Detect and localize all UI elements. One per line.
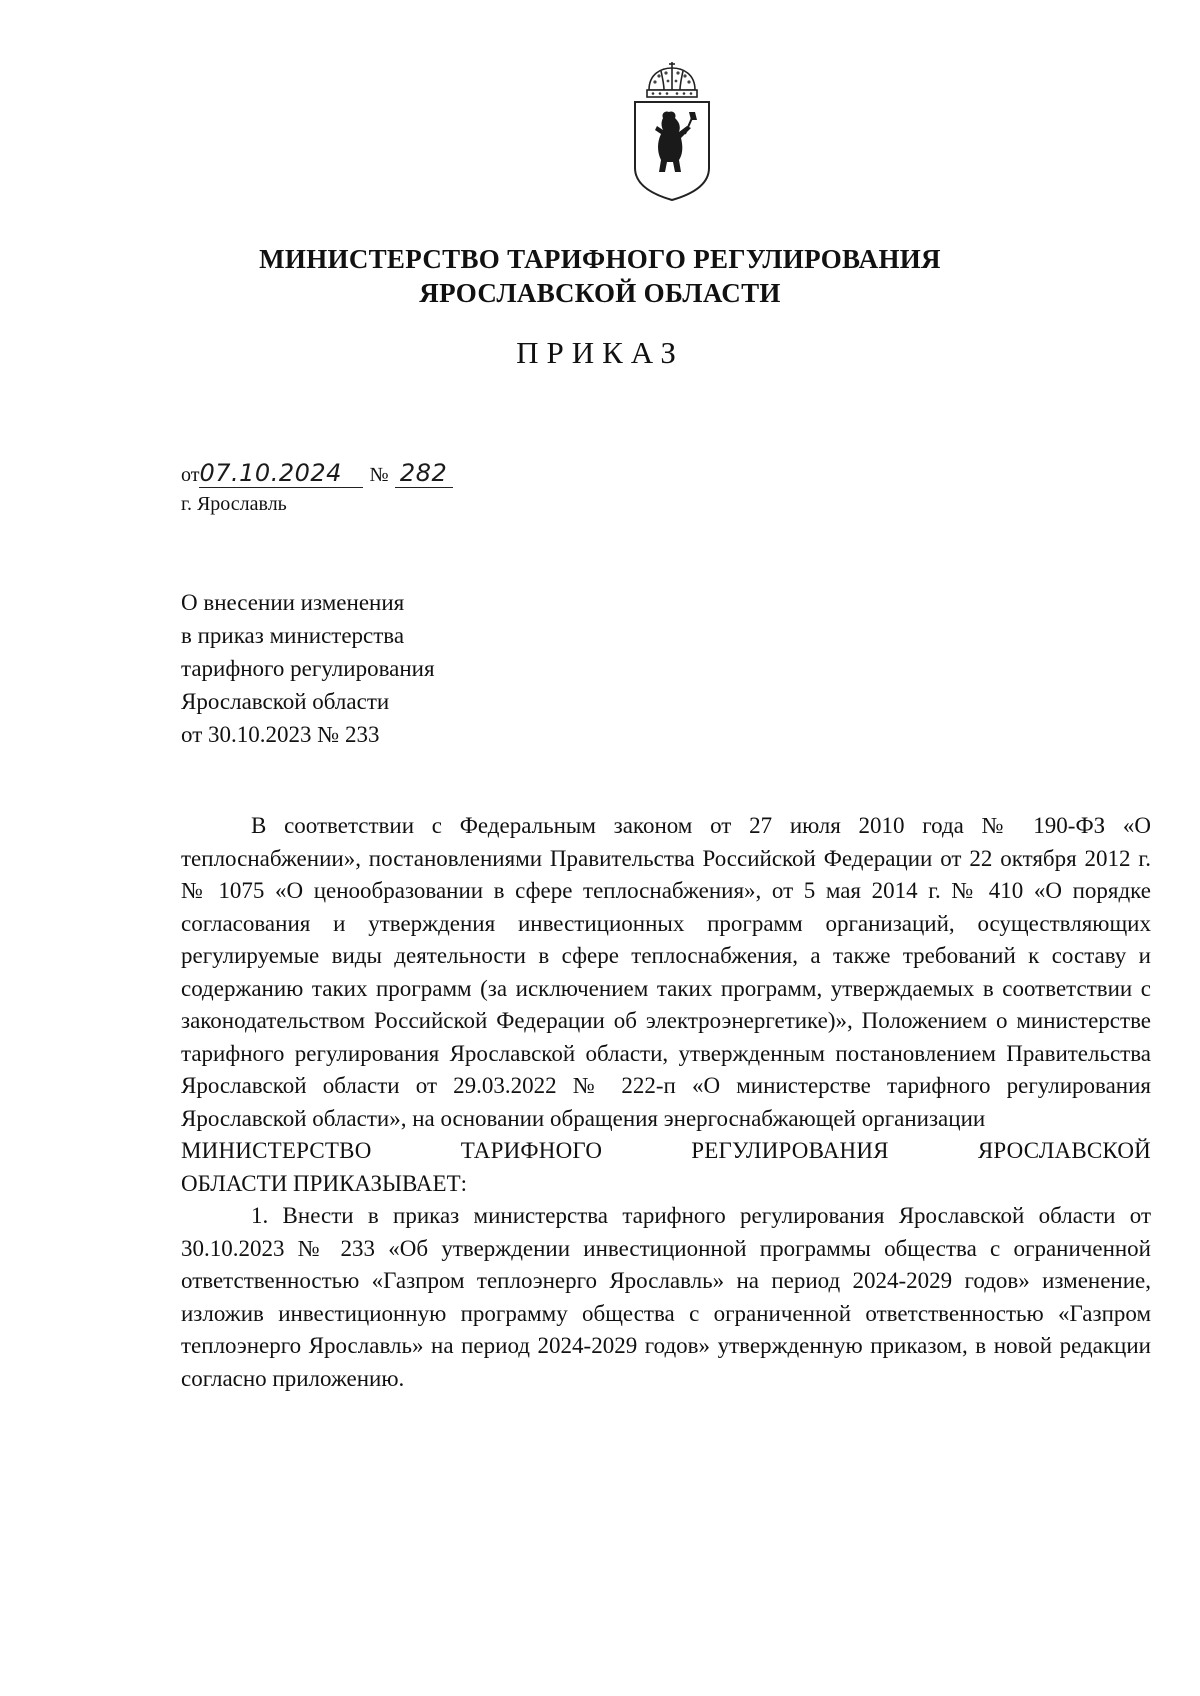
orders-heading-line1: МИНИСТЕРСТВО ТАРИФНОГО РЕГУЛИРОВАНИЯ ЯРОСЛАВСКОЙ [181, 1138, 1151, 1163]
city-label: г. Ярославль [181, 493, 287, 515]
subject-line: Ярославской области [181, 689, 390, 714]
document-body [181, 810, 1151, 1395]
preamble-paragraph: В соответствии с Федеральным законом от 27 июля 2010 года № 190-ФЗ «О теплоснабжении», постановлениями Правительства Российской Федерации от 22 октября 2012 г. № 1075 «О ценообразовании в сфере теплоснабжения», от 5 мая 2014 г. № 410 «О порядке согласования и утверждения инвестиционных программ организаций, осуществляющих регулируемые виды деятельности в сфере теплоснабжения, а также требований к составу и содержанию таких программ (за исключением таких программ, утверждаемых в соответствии с законодательством Российской Федерации об электроэнергетике)», Положением о министерстве тарифного регулирования Ярославской области, утвержденным постановлением Правительства Ярославской области от 29.03.2022 № 222-п «О министерстве тарифного регулирования Ярославской области», на основании обращения энергоснабжающей организации [181, 813, 1151, 1131]
date-number-line [181, 459, 453, 488]
date-prefix: от [181, 464, 200, 486]
handwritten-date: 07.10.2024 [199, 459, 363, 488]
subject-line: тарифного регулирования [181, 656, 435, 681]
subject-line: от 30.10.2023 № 233 [181, 722, 380, 747]
document-type-title: ПРИКАЗ [516, 335, 684, 370]
handwritten-number: 282 [395, 459, 453, 488]
document-header [0, 242, 1200, 310]
number-sign: № [369, 464, 389, 486]
subject-line: в приказ министерства [181, 623, 405, 648]
ministry-name-line2: ЯРОСЛАВСКОЙ ОБЛАСТИ [419, 278, 781, 308]
subject-line: О внесении изменения [181, 590, 405, 615]
subject-block [181, 586, 435, 751]
yaroslavl-coat-of-arms-icon [631, 60, 713, 202]
ministry-name-line1: МИНИСТЕРСТВО ТАРИФНОГО РЕГУЛИРОВАНИЯ [259, 244, 941, 274]
orders-heading-line2: ОБЛАСТИ ПРИКАЗЫВАЕТ: [181, 1170, 468, 1196]
order-item-1: 1. Внести в приказ министерства тарифного регулирования Ярославской области от 30.10.2023 № 233 «Об утверждении инвестиционной программы общества с ограниченной ответственностью «Газпром теплоэнерго Ярославль» на период 2024-2029 годов» изменение, изложив инвестиционную программу общества с ограниченной ответственностью «Газпром теплоэнерго Ярославль» на период 2024-2029 годов» утвержденную приказом, в новой редакции согласно приложению. [181, 1203, 1151, 1391]
